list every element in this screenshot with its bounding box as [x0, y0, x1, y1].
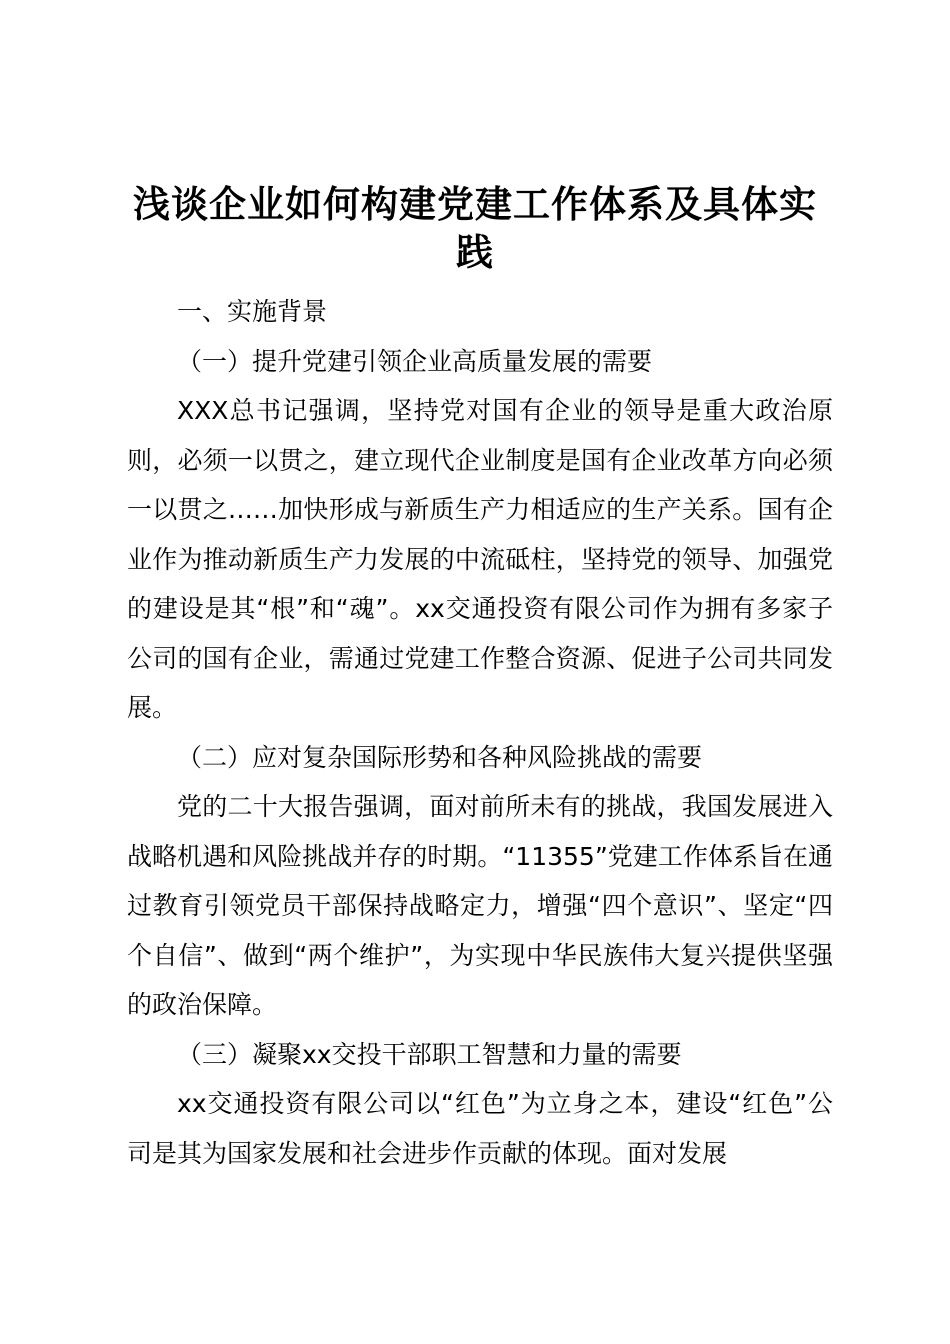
paragraph: xx交通投资有限公司以“红色”为立身之本，建设“红色”公司是其为国家发展和社会进步作贡献的体现。面对发展 [127, 1089, 833, 1168]
paragraph: 党的二十大报告强调，面对前所未有的挑战，我国发展进入战略机遇和风险挑战并存的时期。“11355”党建工作体系旨在通过教育引领党员干部保持战略定力，增强“四个意识”、坚定“四个自信”、做到“两个维护”，为实现中华民族伟大复兴提供坚强的政治保障。 [127, 792, 833, 1019]
document-body [127, 287, 833, 1178]
section-heading: 一、实施背景 [177, 297, 328, 326]
subsection-heading: （二）应对复杂国际形势和各种风险挑战的需要 [177, 742, 703, 772]
paragraph: XXX总书记强调，坚持党对国有企业的领导是重大政治原则，必须一以贯之，建立现代企业制度是国有企业改革方向必须一以贯之……加快形成与新质生产力相适应的生产关系。国有企业作为推动新质生产力发展的中流砥柱，坚持党的领导、加强党的建设是其“根”和“魂”。xx交通投资有限公司作为拥有多家子公司的国有企业，需通过党建工作整合资源、促进子公司共同发展。 [127, 396, 833, 722]
document-title: 浅谈企业如何构建党建工作体系及具体实践 [133, 182, 817, 274]
subsection-heading: （一）提升党建引领企业高质量发展的需要 [177, 346, 653, 376]
subsection-heading: （三）凝聚xx交投干部职工智慧和力量的需要 [177, 1039, 682, 1069]
